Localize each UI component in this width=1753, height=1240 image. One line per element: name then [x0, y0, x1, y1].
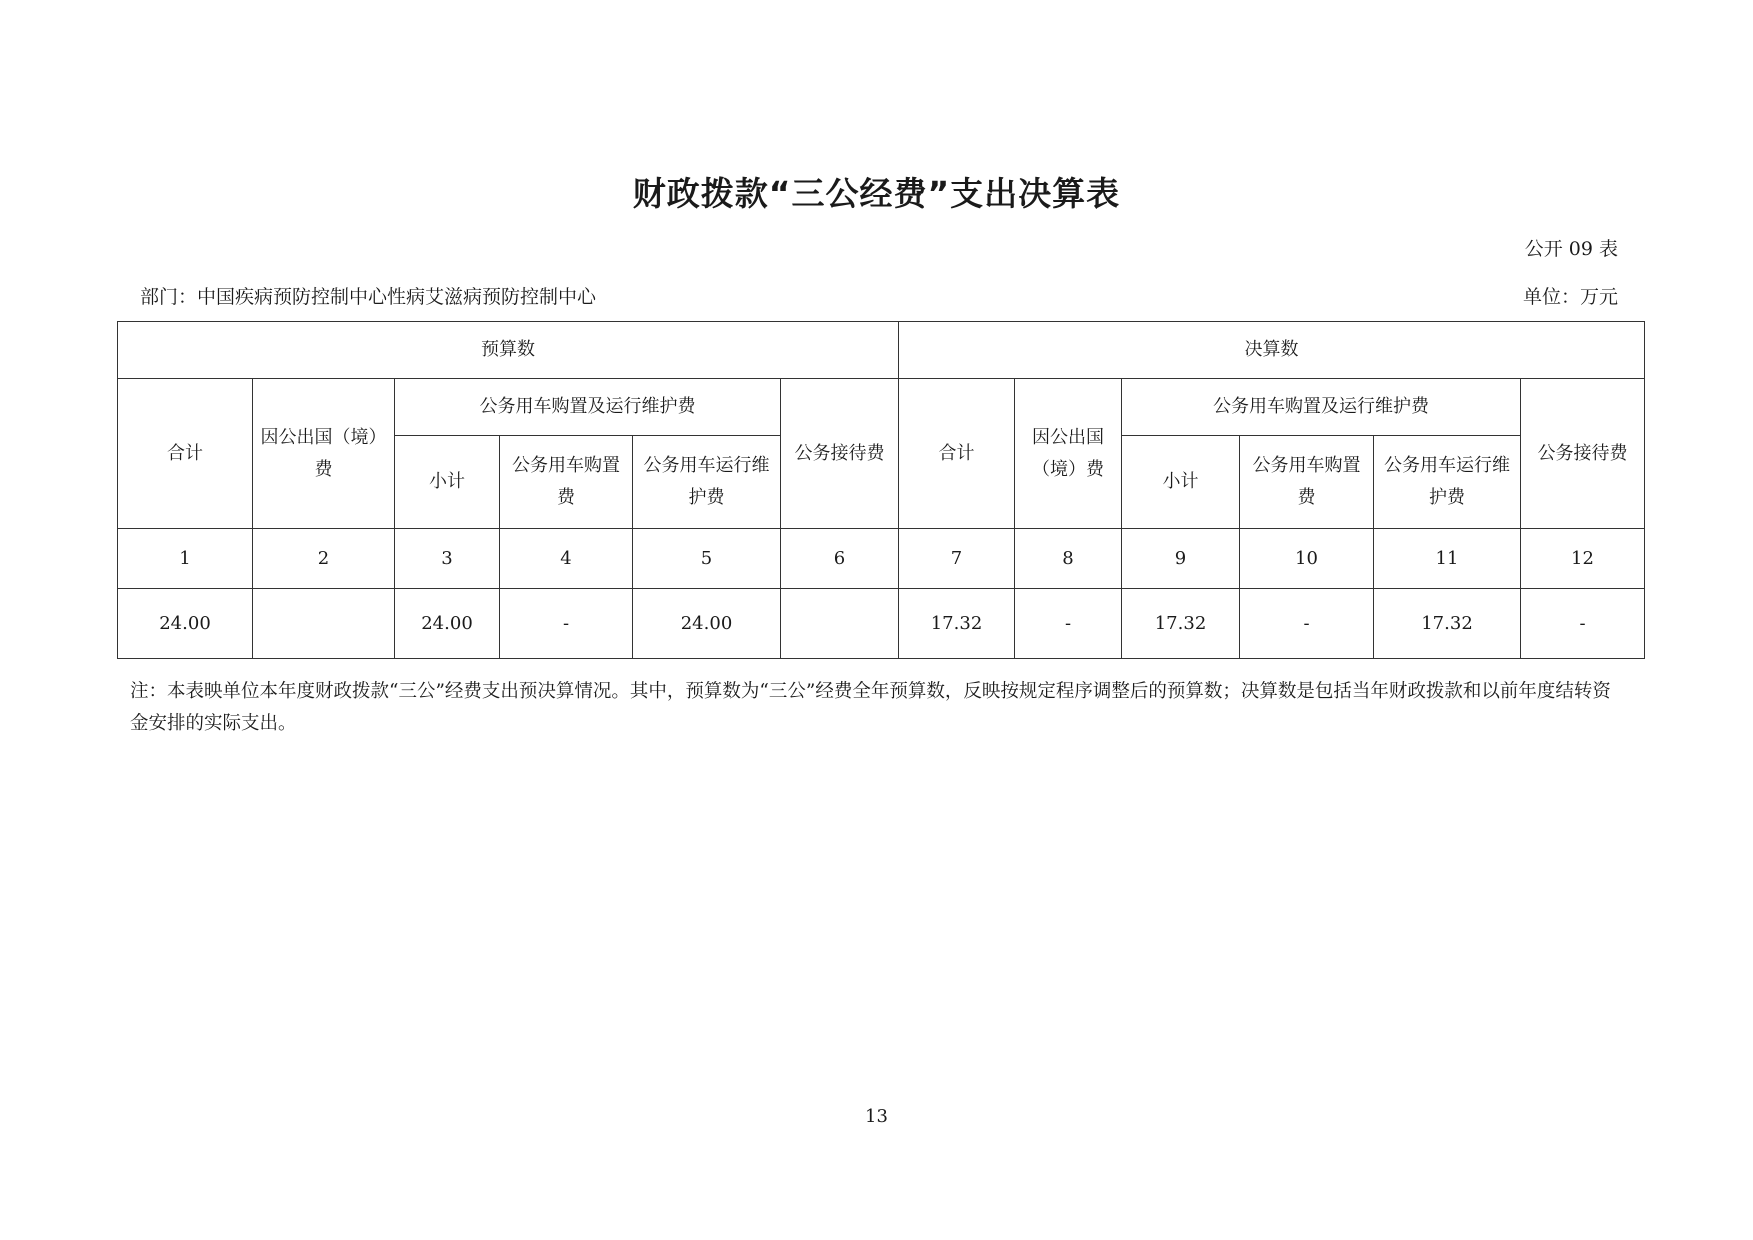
header-row-main — [118, 379, 1645, 436]
budget-reception-header: 公务接待费 — [781, 379, 899, 529]
budget-vehicle-group-header: 公务用车购置及运行维护费 — [395, 379, 781, 436]
final-header: 决算数 — [899, 322, 1645, 379]
budget-vehicle-operation-header: 公务用车运行维护费 — [633, 436, 781, 529]
final-abroad-header: 因公出国（境）费 — [1015, 379, 1122, 529]
column-index: 6 — [781, 529, 899, 589]
final-total-cell: 17.32 — [899, 589, 1015, 659]
footnote: 注：本表映单位本年度财政拨款“三公”经费支出预决算情况。其中，预算数为“三公”经费全年预算数，反映按规定程序调整后的预算数；决算数是包括当年财政拨款和以前年度结转资金安排的实际支出。 — [130, 681, 1611, 734]
column-index: 5 — [633, 529, 781, 589]
budget-total-header: 合计 — [118, 379, 253, 529]
final-subtotal-cell: 17.32 — [1122, 589, 1240, 659]
budget-vehicle-purchase-header: 公务用车购置费 — [500, 436, 633, 529]
budget-vehicle-operation-cell: 24.00 — [633, 589, 781, 659]
final-vehicle-operation-cell: 17.32 — [1374, 589, 1521, 659]
column-index: 7 — [899, 529, 1015, 589]
budget-reception-cell — [781, 589, 899, 659]
budget-subtotal-header: 小计 — [395, 436, 500, 529]
column-index: 8 — [1015, 529, 1122, 589]
final-vehicle-group-header: 公务用车购置及运行维护费 — [1122, 379, 1521, 436]
column-index: 9 — [1122, 529, 1240, 589]
final-vehicle-purchase-cell: - — [1240, 589, 1374, 659]
unit-label: 单位：万元 — [1522, 286, 1618, 308]
column-index: 3 — [395, 529, 500, 589]
final-total-header: 合计 — [899, 379, 1015, 529]
table-row — [118, 589, 1645, 659]
table-number: 公开 09 表 — [1524, 238, 1618, 260]
final-vehicle-operation-header: 公务用车运行维护费 — [1374, 436, 1521, 529]
budget-abroad-cell — [253, 589, 395, 659]
header-row-group — [118, 322, 1645, 379]
final-subtotal-header: 小计 — [1122, 436, 1240, 529]
expenditure-table — [117, 321, 1645, 659]
column-index: 2 — [253, 529, 395, 589]
page-title: 财政拨款“三公经费”支出决算表 — [632, 174, 1121, 213]
column-index: 11 — [1374, 529, 1521, 589]
column-index-row — [118, 529, 1645, 589]
column-index: 12 — [1521, 529, 1645, 589]
final-reception-cell: - — [1521, 589, 1645, 659]
final-abroad-cell: - — [1015, 589, 1122, 659]
final-reception-header: 公务接待费 — [1521, 379, 1645, 529]
final-vehicle-purchase-header: 公务用车购置费 — [1240, 436, 1374, 529]
budget-abroad-header: 因公出国（境）费 — [253, 379, 395, 529]
column-index: 4 — [500, 529, 633, 589]
budget-header: 预算数 — [118, 322, 899, 379]
page-number: 13 — [865, 1106, 888, 1127]
department-label: 部门：中国疾病预防控制中心性病艾滋病预防控制中心 — [140, 286, 597, 308]
column-index: 1 — [118, 529, 253, 589]
budget-subtotal-cell: 24.00 — [395, 589, 500, 659]
column-index: 10 — [1240, 529, 1374, 589]
budget-total-cell: 24.00 — [118, 589, 253, 659]
budget-vehicle-purchase-cell: - — [500, 589, 633, 659]
